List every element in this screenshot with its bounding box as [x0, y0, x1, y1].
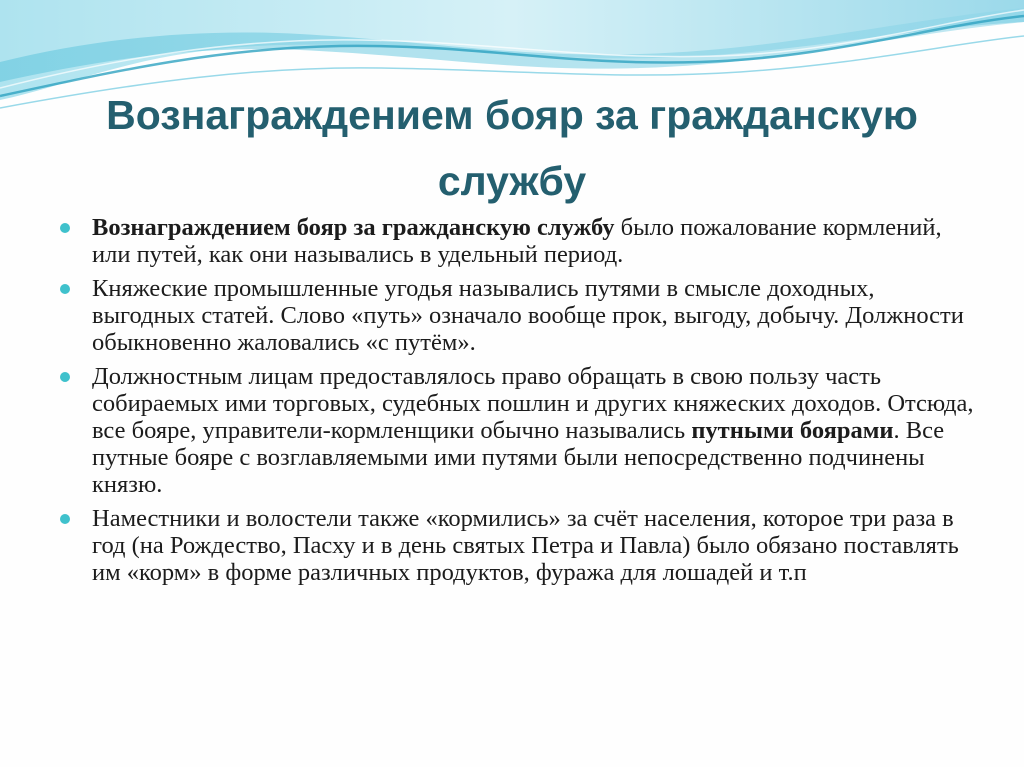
bullet-2-text: Княжеские промышленные угодья назывались путями в смысле доходных, выгодных статей. Слово «путь» означало вообще прок, выгоду, добычу. Должности обыкновенно жаловались «с путём». — [92, 275, 964, 356]
bullet-1-bold-lead: Вознаграждением бояр за гражданскую службу — [92, 214, 615, 241]
bullet-4-text: Наместники и волостели также «кормились» за счёт населения, которое три раза в год (на Рождество, Пасху и в день святых Петра и Павла) было обязано поставлять им «корм» в форме различных продуктов, фуража для лошадей и т.п — [92, 505, 959, 586]
bullet-item-3 — [60, 363, 978, 498]
slide-title: Вознаграждением бояр за гражданскую службу — [106, 92, 918, 204]
bullet-item-2 — [60, 275, 978, 356]
bullet-1-text: было пожалование кормлений, или путей, как они назывались в удельный период. — [92, 214, 942, 268]
bullet-list — [60, 214, 978, 593]
bullet-dot-icon — [60, 514, 70, 524]
bullet-item-1 — [60, 214, 978, 268]
bullet-3-text-after: . Все путные бояре с возглавляемыми ими путями были непосредственно подчинены князю. — [92, 417, 945, 498]
bullet-dot-icon — [60, 223, 70, 233]
bullet-3-text-before: Должностным лицам предоставлялось право обращать в свою пользу часть собираемых ими торговых, судебных пошлин и других княжеских доходов. Отсюда, все бояре, управители-кормленщики обычно назывались — [92, 363, 974, 444]
bullet-item-4 — [60, 505, 978, 586]
bullet-dot-icon — [60, 372, 70, 382]
bullet-3-bold: путными боярами — [691, 417, 894, 444]
bullet-dot-icon — [60, 284, 70, 294]
